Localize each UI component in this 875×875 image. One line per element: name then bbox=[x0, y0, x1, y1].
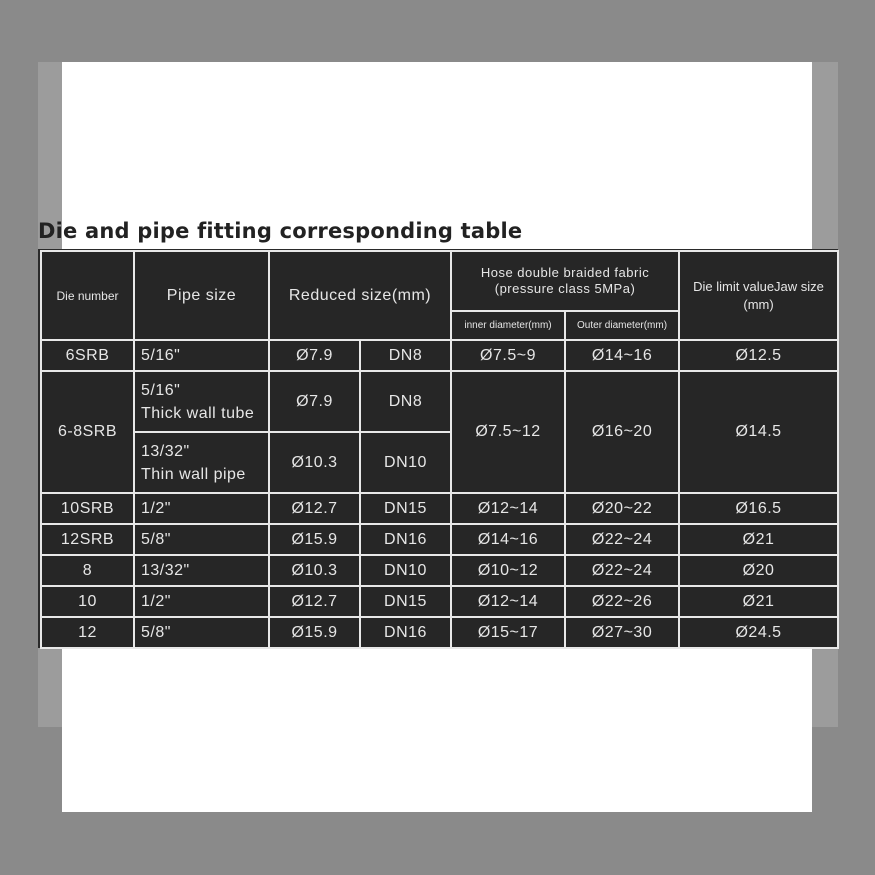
cell-reduced-dia: Ø10.3 bbox=[269, 432, 360, 493]
cell-reduced-dn: DN15 bbox=[360, 586, 451, 617]
header-row-1 bbox=[41, 251, 838, 311]
header-pipe-size: Pipe size bbox=[134, 251, 269, 340]
fitting-table bbox=[40, 250, 839, 649]
cell-inner: Ø7.5~9 bbox=[451, 340, 565, 371]
table-row bbox=[41, 586, 838, 617]
table-row bbox=[41, 524, 838, 555]
cell-pipe: 5/8" bbox=[134, 617, 269, 648]
fitting-table-container bbox=[38, 249, 838, 648]
header-die-number: Die number bbox=[41, 251, 134, 340]
cell-outer: Ø22~26 bbox=[565, 586, 679, 617]
cell-reduced-dia: Ø7.9 bbox=[269, 371, 360, 432]
cell-inner: Ø15~17 bbox=[451, 617, 565, 648]
header-inner-diameter: inner diameter(mm) bbox=[451, 311, 565, 340]
cell-reduced-dia: Ø7.9 bbox=[269, 340, 360, 371]
cell-outer: Ø27~30 bbox=[565, 617, 679, 648]
cell-reduced-dn: DN16 bbox=[360, 617, 451, 648]
header-die-limit bbox=[679, 251, 838, 340]
cell-reduced-dn: DN10 bbox=[360, 555, 451, 586]
header-outer-diameter: Outer diameter(mm) bbox=[565, 311, 679, 340]
cell-pipe-line2: Thin wall pipe bbox=[141, 465, 246, 483]
cell-reduced-dia: Ø12.7 bbox=[269, 493, 360, 524]
cell-pipe bbox=[134, 432, 269, 493]
cell-pipe-line1: 13/32" bbox=[141, 442, 190, 460]
cell-limit: Ø14.5 bbox=[679, 371, 838, 493]
header-hose bbox=[451, 251, 679, 311]
cell-die: 10SRB bbox=[41, 493, 134, 524]
cell-reduced-dia: Ø10.3 bbox=[269, 555, 360, 586]
cell-die: 12SRB bbox=[41, 524, 134, 555]
cell-reduced-dn: DN10 bbox=[360, 432, 451, 493]
cell-reduced-dia: Ø15.9 bbox=[269, 524, 360, 555]
cell-inner: Ø14~16 bbox=[451, 524, 565, 555]
cell-limit: Ø20 bbox=[679, 555, 838, 586]
cell-reduced-dn: DN16 bbox=[360, 524, 451, 555]
cell-die: 12 bbox=[41, 617, 134, 648]
cell-reduced-dia: Ø15.9 bbox=[269, 617, 360, 648]
cell-pipe-line1: 5/16" bbox=[141, 381, 181, 399]
header-hose-line1: Hose double braided fabric bbox=[480, 265, 650, 280]
header-hose-line2: (pressure class 5MPa) bbox=[494, 281, 636, 296]
header-die-limit-line2: (mm) bbox=[743, 296, 774, 312]
cell-outer: Ø20~22 bbox=[565, 493, 679, 524]
cell-pipe: 5/8" bbox=[134, 524, 269, 555]
cell-die: 8 bbox=[41, 555, 134, 586]
cell-inner: Ø7.5~12 bbox=[451, 371, 565, 493]
cell-pipe: 5/16" bbox=[134, 340, 269, 371]
cell-pipe: 1/2" bbox=[134, 586, 269, 617]
cell-pipe bbox=[134, 371, 269, 432]
cell-reduced-dn: DN15 bbox=[360, 493, 451, 524]
cell-outer: Ø22~24 bbox=[565, 555, 679, 586]
cell-limit: Ø21 bbox=[679, 524, 838, 555]
table-row bbox=[41, 617, 838, 648]
table-row bbox=[41, 340, 838, 371]
cell-inner: Ø10~12 bbox=[451, 555, 565, 586]
table-row bbox=[41, 371, 838, 432]
cell-limit: Ø12.5 bbox=[679, 340, 838, 371]
cell-limit: Ø24.5 bbox=[679, 617, 838, 648]
header-die-limit-line1: Die limit valueJaw size bbox=[693, 278, 824, 294]
table-row bbox=[41, 493, 838, 524]
table-title: Die and pipe fitting corresponding table bbox=[38, 219, 523, 243]
cell-inner: Ø12~14 bbox=[451, 493, 565, 524]
cell-die: 6SRB bbox=[41, 340, 134, 371]
table-row bbox=[41, 555, 838, 586]
cell-outer: Ø22~24 bbox=[565, 524, 679, 555]
cell-limit: Ø21 bbox=[679, 586, 838, 617]
cell-pipe: 13/32" bbox=[134, 555, 269, 586]
cell-reduced-dn: DN8 bbox=[360, 371, 451, 432]
cell-reduced-dn: DN8 bbox=[360, 340, 451, 371]
cell-limit: Ø16.5 bbox=[679, 493, 838, 524]
cell-pipe-line2: Thick wall tube bbox=[141, 404, 255, 422]
cell-inner: Ø12~14 bbox=[451, 586, 565, 617]
cell-outer: Ø16~20 bbox=[565, 371, 679, 493]
header-reduced-size: Reduced size(mm) bbox=[269, 251, 451, 340]
cell-pipe: 1/2" bbox=[134, 493, 269, 524]
cell-reduced-dia: Ø12.7 bbox=[269, 586, 360, 617]
cell-die: 10 bbox=[41, 586, 134, 617]
cell-die: 6-8SRB bbox=[41, 371, 134, 493]
cell-outer: Ø14~16 bbox=[565, 340, 679, 371]
